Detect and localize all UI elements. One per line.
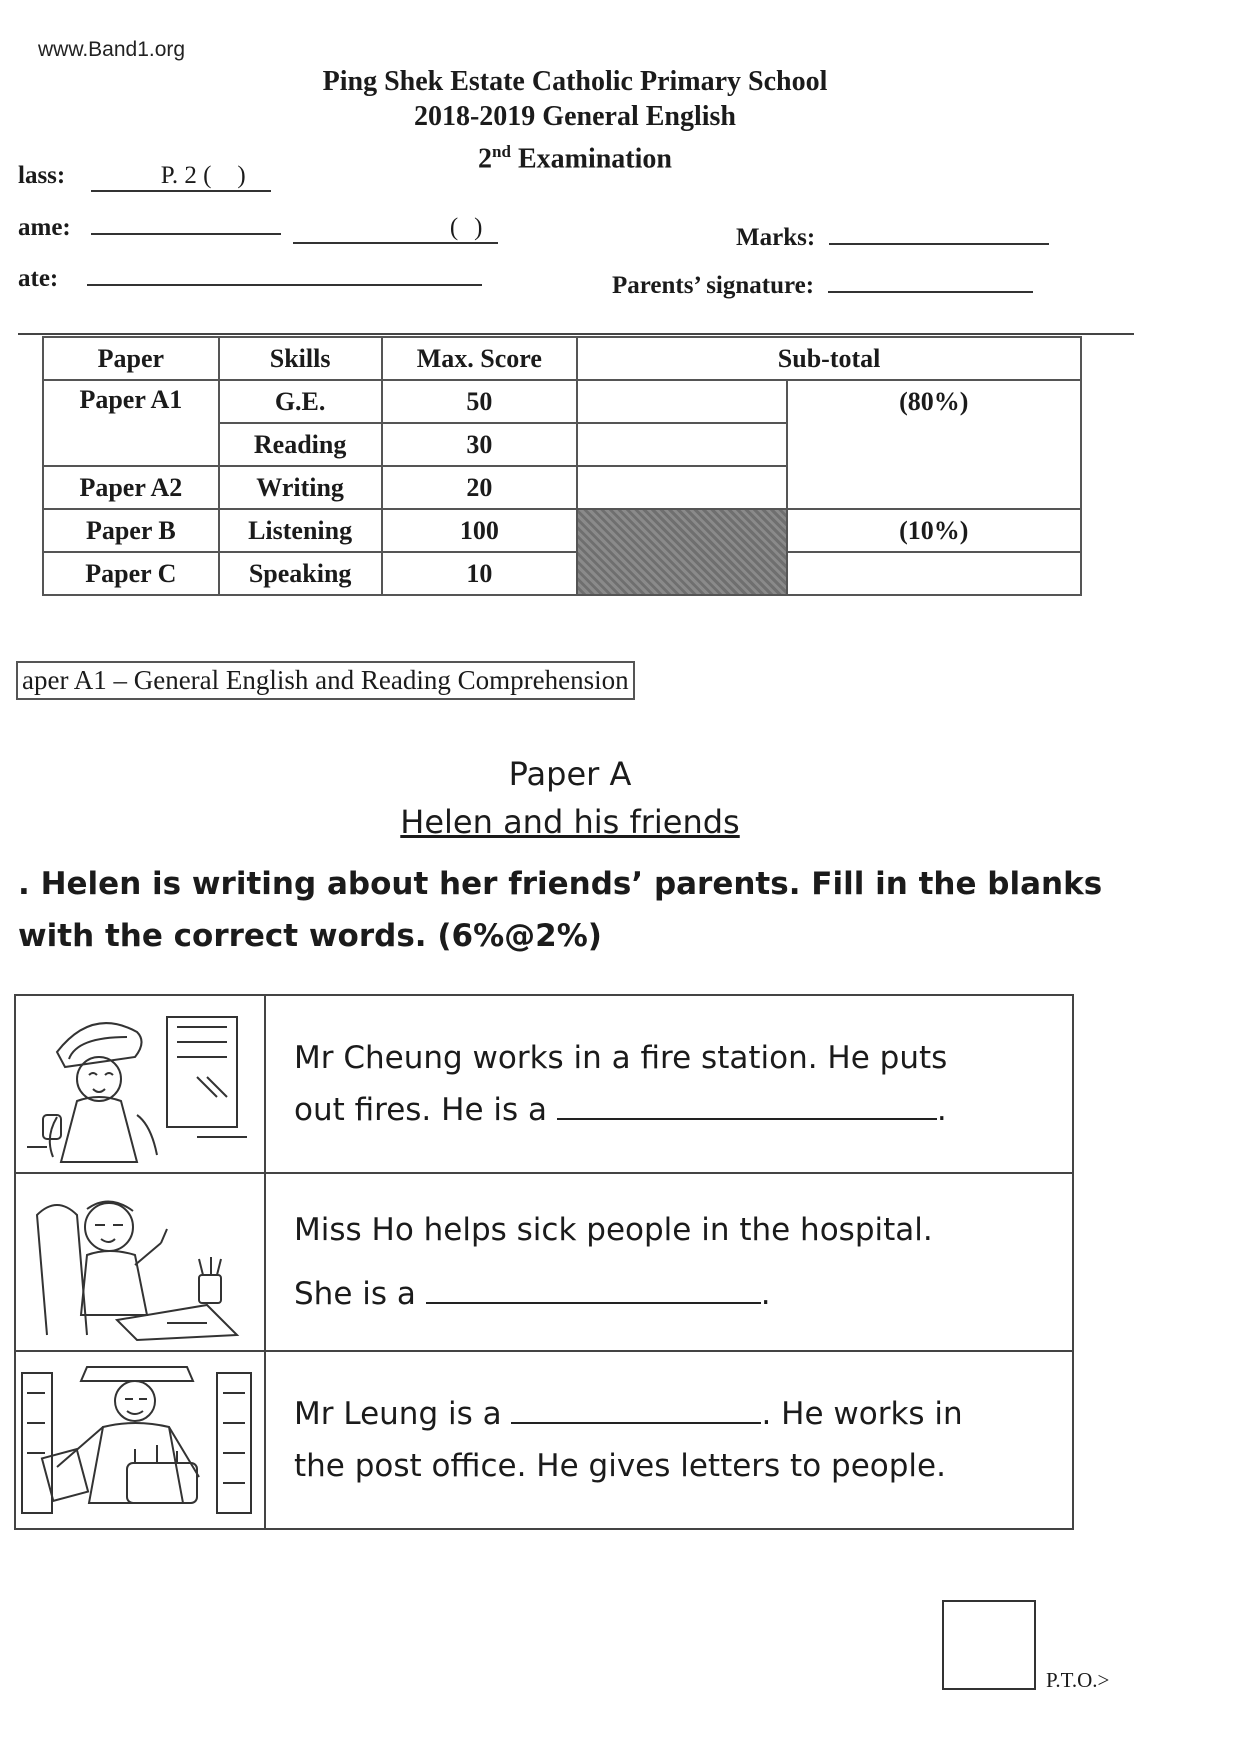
class-label: lass: bbox=[18, 162, 66, 189]
paper-cell: Paper C bbox=[43, 552, 219, 595]
question-row bbox=[15, 995, 1073, 1173]
table-row bbox=[43, 552, 1081, 595]
nurse-picture bbox=[15, 1173, 265, 1351]
name-paren-close[interactable]: ) bbox=[458, 214, 498, 244]
question-line bbox=[294, 1084, 1044, 1136]
paper-cell: Paper A1 bbox=[43, 380, 219, 466]
pto-label: P.T.O.> bbox=[1046, 1668, 1110, 1692]
max-score-cell: 20 bbox=[382, 466, 578, 509]
exam-ordinal: nd bbox=[492, 142, 511, 161]
skill-cell: G.E. bbox=[219, 380, 382, 423]
question-line bbox=[294, 1268, 1044, 1320]
parents-signature-label: Parents’ signature: bbox=[612, 272, 815, 299]
parents-signature-line[interactable] bbox=[828, 291, 1033, 293]
firefighter-picture bbox=[15, 995, 265, 1173]
score-entry-cell[interactable] bbox=[577, 423, 786, 466]
max-score-cell: 30 bbox=[382, 423, 578, 466]
max-score-cell: 10 bbox=[382, 552, 578, 595]
class-field bbox=[18, 162, 271, 192]
answer-blank-postman[interactable] bbox=[511, 1392, 761, 1424]
nurse-icon bbox=[17, 1175, 257, 1345]
subtotal-a-percent: (80%) bbox=[787, 380, 1081, 509]
name-label: ame: bbox=[18, 214, 71, 241]
score-entry-cell[interactable] bbox=[787, 552, 1081, 595]
class-value[interactable]: P. 2 ( bbox=[91, 162, 211, 192]
firefighter-icon bbox=[17, 997, 257, 1167]
header-max-score: Max. Score bbox=[382, 337, 578, 380]
header-skills: Skills bbox=[219, 337, 382, 380]
page-score-box[interactable] bbox=[942, 1600, 1036, 1690]
paper-a-subtitle: Helen and his friends bbox=[400, 803, 740, 841]
question-text bbox=[265, 995, 1073, 1173]
score-entry-cell[interactable] bbox=[577, 466, 786, 509]
skill-cell: Writing bbox=[219, 466, 382, 509]
question-text-before: Mr Leung is a bbox=[294, 1396, 502, 1432]
answer-blank-firefighter[interactable] bbox=[557, 1088, 937, 1120]
question-text bbox=[265, 1351, 1073, 1529]
table-row bbox=[43, 509, 1081, 552]
header-sub-total: Sub-total bbox=[577, 337, 1081, 380]
shaded-cell bbox=[577, 509, 786, 595]
question-text-after: . bbox=[760, 1276, 771, 1312]
answer-blank-nurse[interactable] bbox=[426, 1272, 761, 1304]
question-line: Miss Ho helps sick people in the hospital. bbox=[294, 1212, 933, 1248]
max-score-cell: 50 bbox=[382, 380, 578, 423]
question-line: the post office. He gives letters to people. bbox=[294, 1448, 946, 1484]
postman-icon bbox=[17, 1353, 257, 1523]
score-table bbox=[42, 336, 1082, 596]
table-row bbox=[43, 380, 1081, 423]
question-text-before: She is a bbox=[294, 1276, 416, 1312]
question-table bbox=[14, 994, 1074, 1530]
header-divider bbox=[18, 333, 1134, 335]
marks-label: Marks: bbox=[736, 224, 816, 251]
name-field bbox=[18, 214, 498, 244]
name-line-1[interactable] bbox=[91, 233, 281, 235]
skill-cell: Speaking bbox=[219, 552, 382, 595]
question-text-before: out fires. He is a bbox=[294, 1092, 547, 1128]
marks-field bbox=[736, 224, 1049, 252]
paper-cell: Paper A2 bbox=[43, 466, 219, 509]
score-table-header bbox=[43, 337, 1081, 380]
skill-cell: Reading bbox=[219, 423, 382, 466]
question-text-after: . bbox=[936, 1092, 947, 1128]
year-subject: 2018-2019 General English bbox=[413, 101, 736, 132]
date-field bbox=[18, 265, 482, 293]
date-label: ate: bbox=[18, 265, 59, 292]
question-row bbox=[15, 1351, 1073, 1529]
parents-signature-field bbox=[612, 272, 1033, 300]
paper-cell: Paper B bbox=[43, 509, 219, 552]
paper-section-label: aper A1 – General English and Reading Comprehension bbox=[16, 661, 635, 700]
class-number-close[interactable]: ) bbox=[211, 162, 271, 192]
instruction: . Helen is writing about her friends’ parents. Fill in the blanks with the correct words. (6%@2%) bbox=[18, 866, 1103, 954]
date-line[interactable] bbox=[87, 284, 482, 286]
name-paren-open[interactable]: ( bbox=[293, 214, 458, 244]
score-entry-cell[interactable] bbox=[577, 380, 786, 423]
watermark: www.Band1.org bbox=[38, 38, 186, 61]
question-row bbox=[15, 1173, 1073, 1351]
paper-a-heading bbox=[0, 750, 1140, 846]
skill-cell: Listening bbox=[219, 509, 382, 552]
exam-number: 2 bbox=[478, 143, 493, 175]
question-text-after: . He works in bbox=[761, 1396, 963, 1432]
marks-line[interactable] bbox=[829, 243, 1049, 245]
subtotal-b-percent: (10%) bbox=[787, 509, 1081, 552]
exam-word: Examination bbox=[517, 143, 672, 175]
question-line: Mr Cheung works in a fire station. He puts bbox=[294, 1040, 948, 1076]
paper-a-title: Paper A bbox=[508, 755, 632, 793]
question-line bbox=[294, 1388, 1044, 1440]
school-name: Ping Shek Estate Catholic Primary School bbox=[322, 66, 828, 97]
max-score-cell: 100 bbox=[382, 509, 578, 552]
header-paper: Paper bbox=[43, 337, 219, 380]
exam-header bbox=[0, 64, 1150, 176]
postman-picture bbox=[15, 1351, 265, 1529]
question-text bbox=[265, 1173, 1073, 1351]
